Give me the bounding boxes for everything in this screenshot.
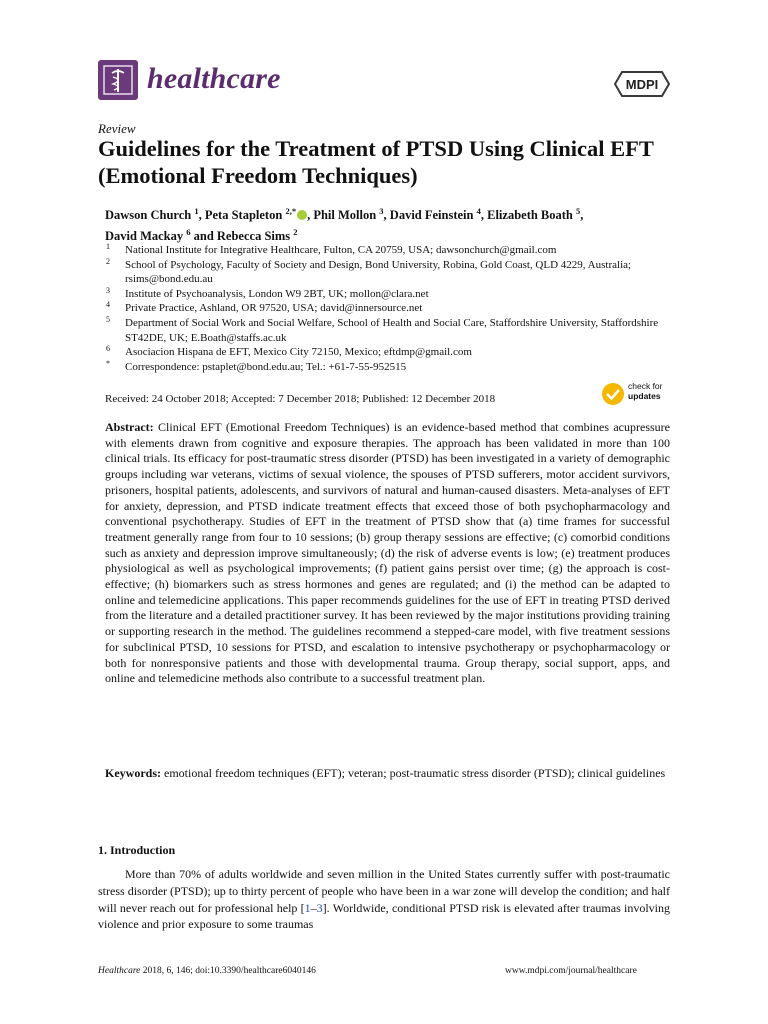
- abstract-text: Clinical EFT (Emotional Freedom Techniques) is an evidence-based method that combines acupressure with elements drawn from cognitive and exposure therapies. The approach has been validated in more than 100 clinical trials. Its efficacy for post-traumatic stress disorder (PTSD) has been investigated in a variety of demographic groups including war veterans, victims of sexual violence, the spouses of PTSD sufferers, motor accident survivors, prisoners, hospital patients, adolescents, and survivors of natural and human-caused disasters. Meta-analyses of EFT for anxiety, depression, and PTSD indicate treatment effects that exceed those of both psychopharmacology and conventional psychotherapy. Studies of EFT in the treatment of PTSD show that (a) time frames for successful treatment generally range from four to 10 sessions; (b) group therapy sessions are effective; (c) comorbid conditions such as anxiety and depression improve simultaneously; (d) the risk of adverse events is low; (e) treatment produces physiological as well as psychological improvements; (f) patient gains persist over time; (g) the approach is cost-effective; (h) biomarkers such as stress hormones and genes are regulated; and (i) the method can be adapted to online and telemedicine applications. This paper recommends guidelines for the use of EFT in treating PTSD derived from the literature and a detailed practitioner survey. It has been reviewed by the major institutions providing training or supporting research in the method. The guidelines recommend a stepped-care model, with five treatment sessions for subclinical PTSD, 10 sessions for PTSD, and escalation to intensive psychotherapy or psychopharmacology or both for nonresponsive patients and those with developmental trauma. Group therapy, social support, apps, and online and telemedicine methods also contribute to a successful treatment plan.: [105, 420, 670, 686]
- citation-link[interactable]: 3: [316, 900, 323, 915]
- author-affiliation-sup: 6: [186, 227, 191, 238]
- intro-paragraph: More than 70% of adults worldwide and seven million in the United States currently suffer with post-traumatic stress disorder (PTSD); up to thirty percent of people who have been in a war zone will develop the condition; and half will never reach out for professional help [1–3]. Worldwide, conditional PTSD risk is elevated after traumas involving violence and prior exposure to some traumas: [98, 867, 670, 932]
- author-name: Phil Mollon: [313, 208, 377, 223]
- mdpi-logo-text: MDPI: [625, 77, 659, 92]
- journal-logo: [98, 60, 138, 100]
- author-affiliation-sup: 5: [576, 206, 581, 216]
- author-affiliation-sup: 2,*: [285, 206, 297, 216]
- footer-url[interactable]: www.mdpi.com/journal/healthcare: [505, 966, 637, 976]
- affiliation-item: 5 Department of Social Work and Social Welfare, School of Health and Social Care, Staffordshire University, Staffordshire ST42DE, UK; E.Boath@staffs.ac.uk: [106, 314, 659, 344]
- author-name: Rebecca Sims: [216, 229, 291, 244]
- author-name: Dawson Church: [105, 208, 192, 223]
- publication-dates: Received: 24 October 2018; Accepted: 7 December 2018; Published: 12 December 2018: [105, 393, 496, 405]
- journal-name: healthcare: [147, 62, 281, 95]
- check-for-updates-label[interactable]: check for updates: [628, 381, 663, 401]
- caduceus-icon: [98, 60, 138, 100]
- author-list: Dawson Church $^1$, Peta Stapleton $^{2,*}$ , Phil Mollon $^3$, David Feinstein $^4$, Elizabeth Boath $^5$, David Mackay $^6$ and Rebecca Sims $^2$: [105, 206, 584, 244]
- author-name: David Mackay: [105, 229, 184, 244]
- affiliation-item: 1 National Institute for Integrative Healthcare, Fulton, CA 20759, USA; dawsonchurch@gmail.com: [106, 242, 557, 256]
- article-type: Review: [98, 121, 136, 136]
- author-name: Peta Stapleton: [204, 208, 283, 223]
- keywords: [105, 766, 670, 782]
- affiliation-list: [105, 243, 675, 374]
- mdpi-logo: [612, 70, 670, 103]
- check-for-updates-icon[interactable]: [600, 381, 626, 412]
- affiliation-item: 3 Institute of Psychoanalysis, London W9 2BT, UK; mollon@clara.net: [106, 285, 429, 300]
- orcid-icon[interactable]: [297, 210, 307, 220]
- section-heading: 1. Introduction: [98, 843, 176, 857]
- footer-citation: Healthcare 2018, 6, 146; doi:10.3390/healthcare6040146: [98, 966, 316, 976]
- author-affiliation-sup: 2: [293, 227, 298, 238]
- abstract: [105, 420, 670, 687]
- correspondence: * Correspondence: pstaplet@bond.edu.au; Tel.: +61-7-55-952515: [106, 358, 407, 373]
- citation-link[interactable]: 1: [304, 900, 311, 915]
- affiliation-item: 4 Private Practice, Ashland, OR 97520, USA; david@innersource.net: [106, 300, 423, 315]
- author-affiliation-sup: 4: [476, 206, 481, 216]
- author-affiliation-sup: 1: [194, 206, 199, 216]
- author-name: Elizabeth Boath: [487, 208, 573, 223]
- author-name: David Feinstein: [389, 208, 474, 223]
- abstract-label: Abstract:: [105, 420, 154, 434]
- author-affiliation-sup: 3: [379, 206, 384, 216]
- affiliation-item: 6 Asociacion Hispana de EFT, Mexico City 72150, Mexico; eftdmp@gmail.com: [106, 344, 472, 359]
- keywords-text: emotional freedom techniques (EFT); veteran; post-traumatic stress disorder (PTSD); clinical guidelines: [164, 766, 666, 780]
- article-title: Guidelines for the Treatment of PTSD Using Clinical EFT (Emotional Freedom Techniques): [98, 136, 654, 188]
- keywords-label: Keywords:: [105, 766, 161, 780]
- affiliation-item: 2 School of Psychology, Faculty of Society and Design, Bond University, Robina, Gold Coast, QLD 4229, Australia; rsims@bond.edu.au: [106, 256, 632, 286]
